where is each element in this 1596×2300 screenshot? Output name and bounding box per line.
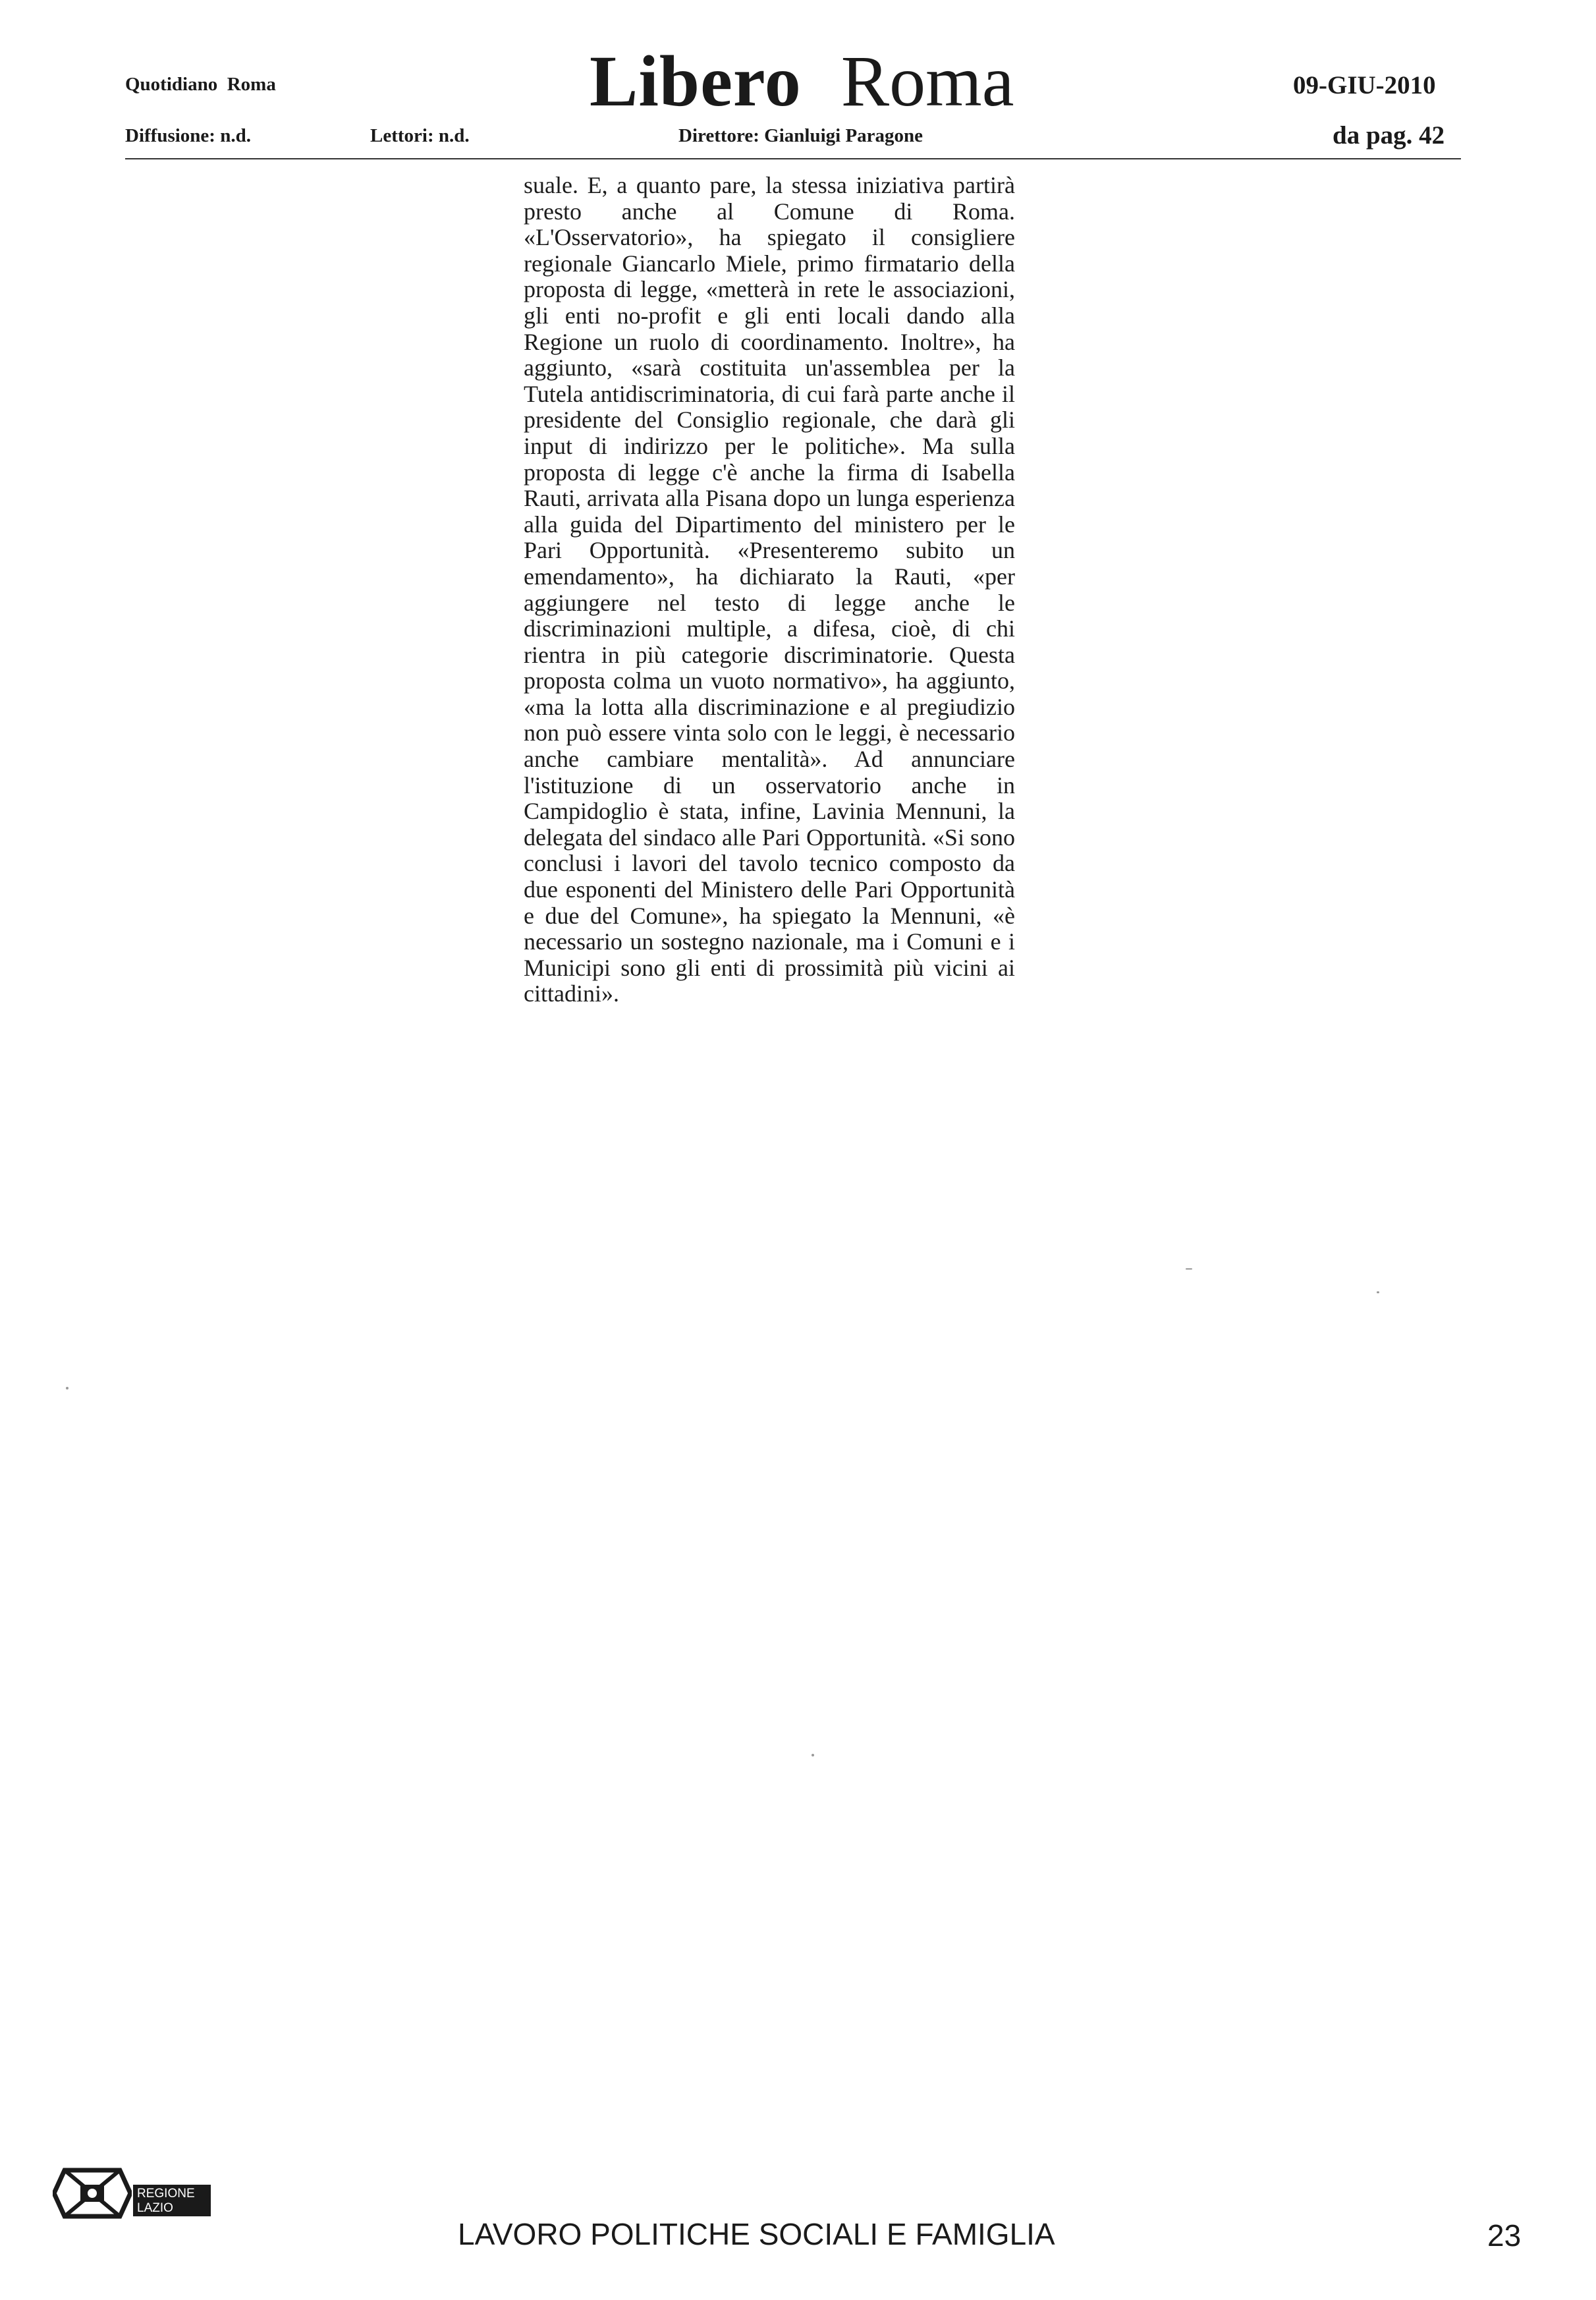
publication-type: Quotidiano Roma — [125, 74, 276, 95]
masthead-roma: Roma — [840, 41, 1014, 121]
scan-speck — [66, 1387, 69, 1389]
circulation: Diffusione: n.d. — [125, 125, 251, 146]
regione-lazio-logo — [53, 2166, 217, 2220]
section-title: LAVORO POLITICHE SOCIALI E FAMIGLIA — [458, 2217, 1055, 2251]
article-text: suale. E, a quanto pare, la stessa iniziativa partirà presto anche al Comune di Roma. «L'Osservatorio», ha spiegato il consigliere regionale Giancarlo Miele, primo firmatario della proposta di legge, «metterà in rete le associazioni, gli enti no-profit e gli enti locali dando alla Regione un ruolo di coordinamento. Inoltre», ha aggiunto, «sarà costituita un'assemblea per la Tutela antidiscriminatoria, di cui farà parte anche il presidente del Consiglio regionale, che darà gli input di indirizzo per le politiche». Ma sulla proposta di legge c'è anche la firma di Isabella Rauti, arrivata alla Pisana dopo un lunga esperienza alla guida del Dipartimento del ministero per le Pari Opportunità. «Presenteremo subito un emendamento», ha dichiarato la Rauti, «per aggiungere nel testo di legge anche le discriminazioni multiple, a difesa, cioè, di chi rientra in più categorie discriminatorie. Questa proposta colma un vuoto normativo», ha aggiunto, «ma la lotta alla discriminazione e al pregiudizio non può essere vinta solo con le leggi, è necessario anche cambiare mentalità». Ad annunciare l'istituzione di un osservatorio anche in Campidoglio è stata, infine, Lavinia Mennuni, la delegata del sindaco alle Pari Opportunità. «Si sono conclusi i lavori del tavolo tecnico composto da due esponenti del Ministero delle Pari Opportunità e due del Comune», ha spiegato la Mennuni, «è necessario un sostegno nazionale, ma i Comuni e i Municipi sono gli enti di prossimità più vicini ai cittadini». — [524, 172, 1015, 1007]
article-column — [524, 173, 1015, 1007]
page-number: 23 — [1487, 2218, 1522, 2253]
readers: Lettori: n.d. — [370, 125, 470, 146]
director: Direttore: Gianluigi Paragone — [678, 125, 923, 146]
page-reference: da pag. 42 — [1333, 121, 1445, 150]
header-divider — [125, 158, 1461, 159]
issue-date: 09-GIU-2010 — [1293, 71, 1436, 99]
masthead-libero: Libero — [590, 41, 802, 121]
scan-speck — [812, 1754, 814, 1756]
regione-lazio-label: REGIONE LAZIO — [133, 2185, 211, 2216]
scan-speck — [1377, 1291, 1379, 1293]
masthead — [590, 41, 1014, 121]
scan-speck — [1186, 1268, 1192, 1270]
regione-lazio-emblem — [53, 2166, 132, 2220]
